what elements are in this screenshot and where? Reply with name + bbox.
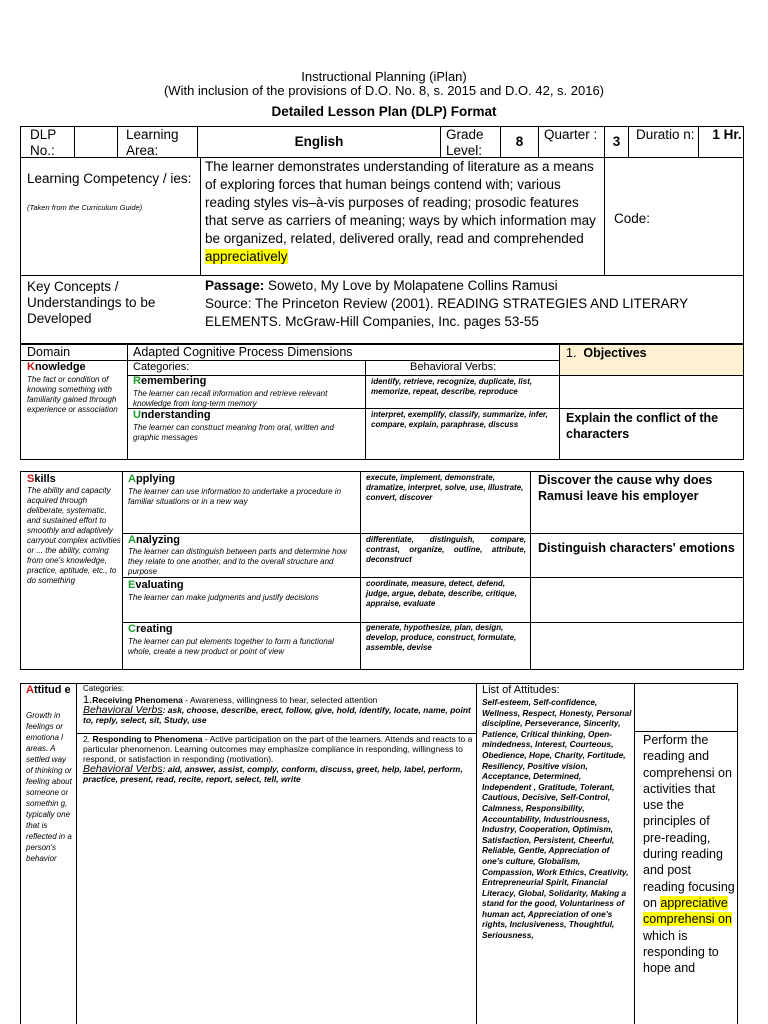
understanding-rest: nderstanding	[140, 409, 211, 421]
evaluating-rest: valuating	[135, 579, 184, 591]
competency-main-text: The learner demonstrates understanding of literature as a means of exploring forces that human beings contend with; various reading styles vis–à-vis purposes of reading; prosodic features that serve as carriers of meaning; ways by which information may be organized, related, delivered orally, read and comprehended	[205, 159, 596, 246]
dimensions-header: Adapted Cognitive Process Dimensions	[133, 345, 353, 359]
creating-verbs: generate, hypothesize, plan, design, develop, produce, construct, formulate, assemble, devise	[366, 623, 517, 652]
domain-header: Domain	[27, 345, 71, 359]
quarter-label: Quarter :	[544, 127, 598, 142]
analyzing-desc: The learner can distinguish between parts and determine how they relate to one another, and to the overall structure and purpose	[128, 547, 347, 576]
attitude-rest: ttitud e	[33, 684, 71, 696]
passage-source: Source: The Princeton Review (2001). READING STRATEGIES AND LITERARY ELEMENTS. McGraw-Hill Companies, Inc. pages 53-55	[205, 296, 688, 329]
grade-level-value: 8	[515, 134, 524, 149]
attitude-categories: Categories:	[83, 684, 124, 693]
remembering-verbs: identify, retrieve, recognize, duplicate, list, memorize, repeat, describe, reproduce	[371, 377, 533, 396]
analyzing-rest: nalyzing	[135, 534, 180, 546]
skills-initial: S	[27, 473, 35, 485]
knowledge-desc: The fact or condition of knowing something with familiarity gained through experience or association	[27, 375, 118, 414]
verbs-header: Behavioral Verbs:	[410, 361, 497, 373]
competency-label: Learning Competency / ies:	[27, 171, 192, 186]
attitude-objective	[643, 732, 735, 976]
evaluating-title	[128, 579, 184, 592]
responding-desc: - Active participation on the part of the learners. Attends and reacts to a particular phenomenon. Learning outcomes may emphasize compliance in responding, willingness to respond, or satisfaction in responding (motivation).	[83, 734, 473, 764]
competency-note: (Taken from the Curriculum Guide)	[27, 203, 143, 212]
attitude-objective-text: Perform the reading and comprehensi on activities that use the principles of pre-reading, during reading and post reading focusing on	[643, 733, 735, 910]
responding-title: Responding to Phenomena	[92, 734, 203, 744]
objectives-title: Objectives	[583, 346, 647, 360]
evaluating-initial: E	[128, 579, 136, 591]
key-concepts-label: Key Concepts / Understandings to be Developed	[27, 279, 156, 326]
creating-initial: C	[128, 623, 136, 635]
attitudes-list: Self-esteem, Self-confidence, Wellness, Respect, Honesty, Personal discipline, Perseverance, Sincerity, Patience, Critical thinking, Open-mindedness, Interest, Courteous, Obedience, Hope, Charity, Fortitude, Resiliency, Positive vision, Acceptance, Determined, Independent , Gratitude, Tolerant, Cautious, Decisive, Self-Control, Calmness, Responsibility, Accountability, Industriousness, Industry, Cooperation, Optimism, Satisfaction, Persistent, Cheerful, Reliable, Gentle, Appreciation of one's culture, Globalism, Compassion, Work Ethics, Creativity, Entrepreneurial Spirit, Financial Literacy, Global, Solidarity, Making a stand for the good, Voluntariness of human act, Appreciation of one's rights, Inclusiveness, Thoughtful, Seriousness,	[482, 697, 632, 941]
duration-value: 1 Hr.	[712, 127, 742, 142]
analyzing-objective: Distinguish characters' emotions	[538, 541, 735, 555]
responding-phenomena	[83, 734, 473, 784]
format-title: Detailed Lesson Plan (DLP) Format	[271, 104, 497, 119]
receiving-phenomena	[83, 695, 473, 725]
categories-header: Categories:	[133, 361, 190, 373]
evaluating-verbs: coordinate, measure, detect, defend, judge, argue, debate, describe, critique, appraise, evaluate	[366, 579, 517, 608]
skills-rest: kills	[34, 473, 56, 485]
duration-label: Duratio n:	[636, 127, 695, 142]
knowledge-rest: nowledge	[34, 361, 86, 373]
applying-rest: pplying	[135, 473, 176, 485]
objectives-number: 1.	[566, 346, 577, 360]
attitude-objective-end: which is responding to hope and	[643, 928, 719, 976]
responding-number: 2.	[83, 734, 91, 744]
creating-rest: reating	[135, 623, 173, 635]
skills-desc: The ability and capacity acquired through deliberate, systematic, and sustained effort to smoothly and adaptively carryout complex activities or ... the ability, coming from one's knowledge, practice, aptitude, etc., to do something	[27, 486, 121, 585]
applying-desc: The learner can use information to undertake a procedure in familiar situations or in a new way	[128, 487, 342, 506]
understanding-verbs: interpret, exemplify, classify, summarize, infer, compare, explain, paraphrase, discuss	[371, 410, 548, 429]
responding-verbs-label: Behavioral Verbs	[83, 763, 163, 775]
analyzing-initial: A	[128, 534, 136, 546]
understanding-title	[133, 409, 211, 422]
receiving-number: 1.	[83, 694, 93, 706]
applying-title	[128, 473, 175, 486]
knowledge-title	[27, 361, 86, 374]
attitude-initial: A	[26, 684, 34, 696]
competency-highlight: appreciatively	[205, 249, 288, 264]
passage-label: Passage:	[205, 278, 265, 293]
quarter-value: 3	[612, 134, 621, 149]
key-concepts-text	[205, 277, 741, 331]
passage-title: Soweto, My Love by Molapatene Collins Ramusi	[264, 278, 558, 293]
knowledge-initial: K	[27, 361, 35, 373]
understanding-initial: U	[133, 409, 141, 421]
remembering-initial: R	[133, 375, 141, 387]
creating-title	[128, 623, 173, 636]
understanding-desc: The learner can construct meaning from oral, written and graphic messages	[133, 423, 334, 442]
remembering-desc: The learner can recall information and retrieve relevant knowledge from long-term memory	[133, 389, 328, 408]
creating-desc: The learner can put elements together to form a functional whole, create a new product or point of view	[128, 637, 334, 656]
dlp-no-label: DLP No.:	[30, 127, 57, 158]
receiving-verbs: : ask, choose, describe, erect, follow, give, hold, identify, locate, name, point to, reply, select, sit, Study, use	[83, 705, 471, 725]
competency-text	[205, 158, 601, 266]
document-subtitle: (With inclusion of the provisions of D.O. No. 8, s. 2015 and D.O. 42, s. 2016)	[163, 83, 605, 98]
remembering-rest: emembering	[140, 375, 207, 387]
document-title: Instructional Planning (iPlan)	[301, 69, 467, 84]
receiving-verbs-label: Behavioral Verbs	[83, 704, 163, 716]
attitude-title	[26, 684, 74, 697]
applying-initial: A	[128, 473, 136, 485]
evaluating-desc: The learner can make judgments and justify decisions	[128, 593, 319, 602]
grade-level-label: Grade Level:	[446, 127, 484, 158]
attitude-desc: Growth in feelings or emotiona l areas. A settled way of thinking or feeling about someone or somethin g, typically one that is reflected in a person's behavior	[26, 711, 72, 863]
receiving-desc: - Awareness, willingness to hear, selected attention	[182, 695, 378, 705]
learning-area-label: Learning Area:	[126, 127, 179, 158]
receiving-title: Receiving Phenomena	[92, 695, 183, 705]
knowledge-objective: Explain the conflict of the characters	[566, 411, 719, 441]
code-label: Code:	[614, 211, 651, 226]
analyzing-verbs: differentiate, distinguish, compare, contrast, organize, outline, attribute, deconstruct	[366, 535, 526, 564]
skills-title	[27, 473, 56, 486]
attitude-objective-highlight: appreciative comprehensi on	[643, 895, 732, 927]
remembering-title	[133, 375, 206, 388]
applying-verbs: execute, implement, demonstrate, dramatize, interpret, solve, use, illustrate, convert, discover	[366, 473, 524, 502]
attitudes-list-label: List of Attitudes:	[482, 684, 560, 696]
analyzing-title	[128, 534, 180, 547]
applying-objective: Discover the cause why does Ramusi leave his employer	[538, 473, 713, 503]
learning-area-value: English	[294, 134, 344, 149]
responding-verbs: : aid, answer, assist, comply, conform, discuss, greet, help, label, perform, practice, present, read, recite, report, select, tell, write	[83, 764, 463, 784]
objectives-header	[566, 345, 647, 361]
